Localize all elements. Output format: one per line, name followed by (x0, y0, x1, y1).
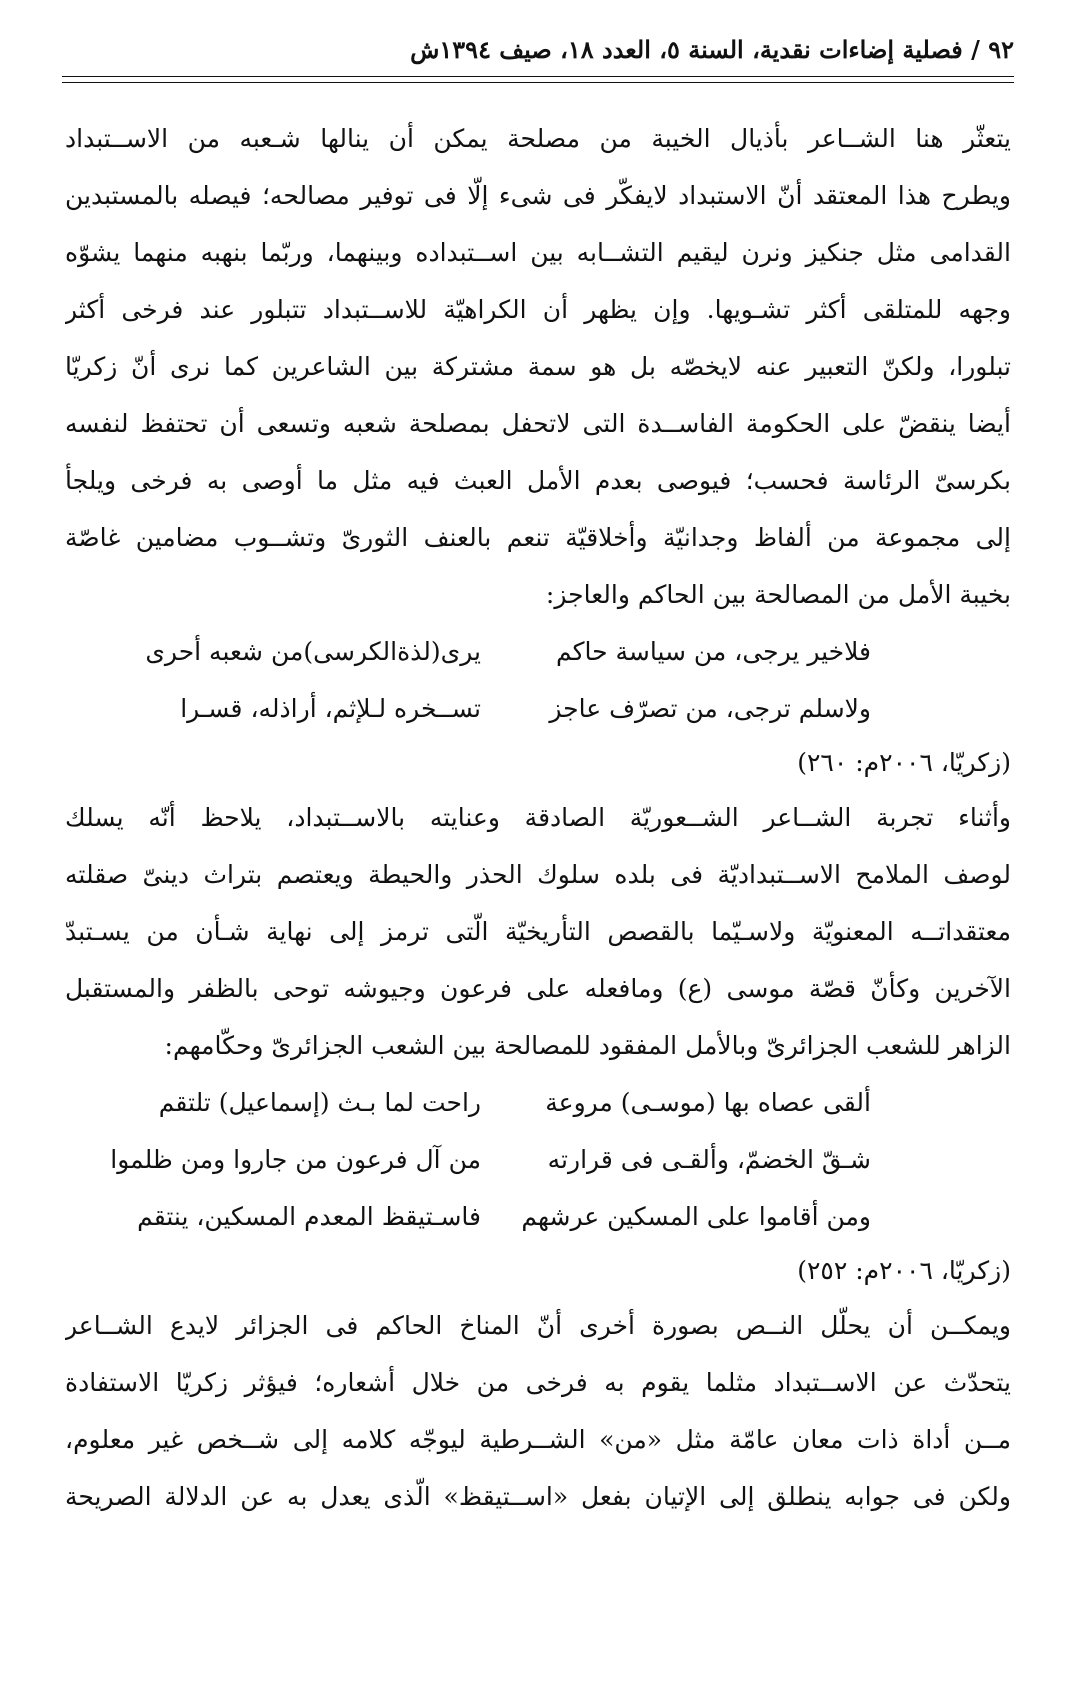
text-line: يتعثّر هنا الشــاعر بأذيال الخيبة من مصلحة يمكن أن ينالها شـعبه من الاســتبداد (65, 124, 1011, 153)
text-line: بخيبة الأمل من المصالحة بين الحاكم والعاجز: (545, 580, 1011, 609)
verse-line (65, 1188, 1011, 1245)
citation: (زكريّا، ٢٠٠٦م: ٢٥٢) (797, 1256, 1011, 1285)
text-line: وجهه للمتلقى أكثر تشـويها. وإن يظهر أن الكراهيّة للاســتبداد تتبلور عند فرخى أكثر (65, 295, 1011, 324)
text-line: أيضا ينقضّ على الحكومة الفاســدة التى لاتحفل بمصلحة شعبه وتسعى أن تحتفظ لنفسه (65, 409, 1011, 438)
verse-second-hemistich: يرى(لذةالكرسى)من شعبه أحرى (145, 637, 481, 666)
poem-1 (65, 623, 1011, 737)
verse-second-hemistich: فاسـتيقظ المعدم المسكين، ينتقم (137, 1202, 481, 1231)
text-line: إلى مجموعة من ألفاظ وجدانيّة وأخلاقيّة تنعم بالعنف الثورىّ وتشــوب مضامين غاصّة (65, 523, 1011, 552)
verse-line (65, 623, 1011, 680)
verse-line (65, 1074, 1011, 1131)
text-line: ويمكــن أن يحلّل النــص بصورة أخرى أنّ المناخ الحاكم فى الجزائر لايدع الشــاعر (65, 1311, 1011, 1340)
verse-first-hemistich: ومن أقاموا على المسكين عرشهم (521, 1202, 871, 1231)
verse-first-hemistich: شـقّ الخضمّ، وألقـى فى قرارته (547, 1145, 871, 1174)
citation: (زكريّا، ٢٠٠٦م: ٢٦٠) (797, 748, 1011, 777)
text-line: الزاهر للشعب الجزائرىّ وبالأمل المفقود للمصالحة بين الشعب الجزائرىّ وحكّامهم: (164, 1031, 1011, 1060)
verse-first-hemistich: ألقى عصاه بها (موسـى) مروعة (545, 1088, 871, 1117)
header-rule-thick (62, 76, 1014, 77)
text-line: وأثناء تجربة الشــاعر الشــعوريّة الصادقة وعنايته بالاســتبداد، يلاحظ أنّه يسلك (65, 803, 1011, 832)
verse-second-hemistich: راحت لما بـث (إسماعيل) تلتقم (158, 1088, 481, 1117)
text-line: مــن أداة ذات معان عامّة مثل «من» الشــرطية ليوجّه كلامه إلى شــخص غير معلوم، (65, 1425, 1011, 1454)
verse-first-hemistich: ولاسلم ترجى، من تصرّف عاجز (549, 694, 871, 723)
paragraph-1 (65, 110, 1011, 623)
text-line: ويطرح هذا المعتقد أنّ الاستبداد لايفكّر فى شىء إلّا فى توفير مصالحه؛ فيصله بالمستبدين (65, 181, 1011, 210)
paragraph-3 (65, 1297, 1011, 1525)
paragraph-2 (65, 789, 1011, 1074)
verse-line (65, 1131, 1011, 1188)
text-line: لوصف الملامح الاســتبداديّة فى بلده سلوك الحذر والحيطة ويعتصم بتراث دينىّ صقلته (65, 860, 1011, 889)
text-line: معتقداتــه المعنويّة ولاسـيّما بالقصص التأريخيّة الّتى ترمز إلى نهاية شـأن من يسـتبدّ (65, 917, 1011, 946)
text-line: الآخرين وكأنّ قصّة موسى (ع) ومافعله على فرعون وجيوشه توحى بالظفر والمستقبل (65, 974, 1011, 1003)
body-text (65, 110, 1011, 1525)
text-line: بكرسىّ الرئاسة فحسب؛ فيوصى بعدم الأمل العبث فيه مثل ما أوصى به فرخى ويلجأ (65, 466, 1011, 495)
text-line: ولكن فى جوابه ينطلق إلى الإتيان بفعل «اســتيقظ» الّذى يعدل به عن الدلالة الصريحة (65, 1482, 1011, 1511)
text-line: يتحدّث عن الاســتبداد مثلما يقوم به فرخى من خلال أشعاره؛ فيؤثر زكريّا الاستفادة (65, 1368, 1011, 1397)
text-line: تبلورا، ولكنّ التعبير عنه لايخصّه بل هو سمة مشتركة بين الشاعرين كما نرى أنّ زكريّا (65, 352, 1011, 381)
verse-line (65, 680, 1011, 737)
text-line: القدامى مثل جنكيز ونرن ليقيم التشــابه بين اســتبداده وبينهما، وربّما بنهبه منهما يشوّه (65, 238, 1011, 267)
poem-2 (65, 1074, 1011, 1245)
verse-first-hemistich: فلاخير يرجى، من سياسة حاكم (555, 637, 871, 666)
verse-second-hemistich: تســخره لـلإثم، أراذله، قسـرا (180, 694, 481, 723)
running-header: ٩٢ / فصلية إضاءات نقدية، السنة ٥، العدد ١٨، صيف ١٣٩٤ش (410, 35, 1014, 64)
verse-second-hemistich: من آل فرعون من جاروا ومن ظلموا (110, 1145, 481, 1174)
header-rule-thin (62, 82, 1014, 83)
